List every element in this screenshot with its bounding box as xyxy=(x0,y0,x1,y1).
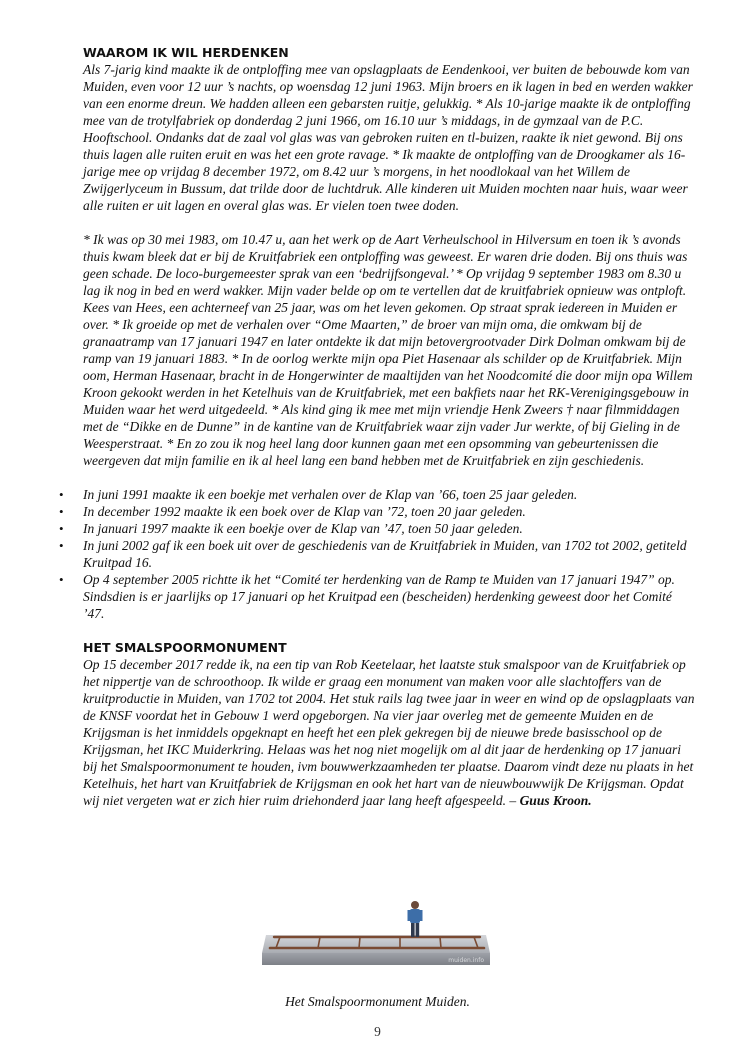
list-item: • In december 1992 maakte ik een boek over de Klap van ’72, toen 20 jaar geleden. xyxy=(83,503,695,520)
list-item: • In juni 1991 maakte ik een boekje met verhalen over de Klap van ’66, toen 25 jaar geleden. xyxy=(83,486,695,503)
photo-watermark: muiden.info xyxy=(448,957,484,964)
section-heading-herdenken: WAAROM IK WIL HERDENKEN xyxy=(83,45,289,60)
paragraph-monument-text: Op 15 december 2017 redde ik, na een tip van Rob Keetelaar, het laatste stuk smalspoor van de Kruitfabriek op het nippertje van de schroothoop. Ik wilde er graag een monument van maken voor alle slachtoffers van de kruitproductie in Muiden, van 1702 tot 2004. Het stuk rails lag twee jaar in weer en wind op de opslagplaats van de KNSF voordat het in Gebouw 1 werd opgeborgen. Na vier jaar overleg met de gemeente Muiden en de Krijgsman is het inmiddels opgeknapt en heeft het een plek gekregen bij de nieuwe brede basisschool op de Krijgsman, het IKC Muiderkring. Helaas was het nog niet mogelijk om al dit jaar de herdenking op 17 januari bij het Smalspoormonument te houden, ivm bouwwerkzaamheden ter plaatse. Daarom vindt deze nu plaats in het Ketelhuis, het hart van Kruitfabriek de Krijgsman en ook het hart van de nieuwbouwwijk De Krijgsman. Opdat wij niet vergeten wat er zich hier ruim driehonderd jaar lang heeft afgespeeld. – xyxy=(83,657,695,808)
figure-caption: Het Smalspoormonument Muiden. xyxy=(285,994,470,1009)
list-item: • In juni 2002 gaf ik een boek uit over de geschiedenis van de Kruitfabriek in Muiden, van 1702 tot 2002, getiteld Kruitpad 16. xyxy=(83,537,695,571)
article xyxy=(83,44,695,809)
page-number: 9 xyxy=(374,1024,381,1039)
section-heading-smalspoor: HET SMALSPOORMONUMENT xyxy=(83,640,287,655)
monument-photo xyxy=(260,895,492,973)
paragraph-childhood: Als 7-jarig kind maakte ik de ontploffing mee van opslagplaats de Eendenkooi, ver buiten de bebouwde kom van Muiden, even voor 12 uur ’s nachts, op woensdag 12 juni 1963. Mijn broers en ik lagen in bed en werden wakker van een enorme dreun. We hadden alleen een gebarsten ruitje, gelukkig. * Als 10-jarige maakte ik de ontploffing mee van de trotylfabriek op donderdag 2 juni 1966, om 16.10 uur ’s middags, in de gymzaal van de P.C. Hooftschool. Ondanks dat de zaal vol glas was van gebroken ruiten en tl-buizen, raakte ik niet gewond. Bij ons thuis lagen alle ruiten eruit en was het een grote ravage. * Ik maakte de ontploffing van de Droogkamer als 16-jarige mee op vrijdag 8 december 1972, om 8.42 uur ’s morgens, in het noodlokaal van het Willem de Zwijgerlyceum in Bussum, dat trilde door de luchtdruk. Alle kinderen uit Muiden mochten naar huis, waar weer alle ruiten er uit lagen en overal glas was. Er vielen toen twee doden. xyxy=(83,62,693,213)
person-figure xyxy=(408,901,423,937)
list-item: • In januari 1997 maakte ik een boekje over de Klap van ’47, toen 50 jaar geleden. xyxy=(83,520,695,537)
author-signature: Guus Kroon. xyxy=(519,793,592,808)
publications-list xyxy=(83,486,695,622)
paragraph-family: * Ik was op 30 mei 1983, om 10.47 u, aan het werk op de Aart Verheulschool in Hilversum en toen ik ’s avonds thuis kwam bleek dat er bij de Kruitfabriek een ontploffing was geweest. Er waren drie doden. Bij ons thuis was geen schade. De loco-burgemeester sprak van een ‘bedrijfsongeval.’ * Op vrijdag 9 september 1983 om 8.30 u lag ik nog in bed en werd wakker. Mijn vader belde op om te vertellen dat de kruitfabriek opnieuw was ontploft. Kees van Hees, een achterneef van 25 jaar, was om het leven gekomen. Op straat sprak iedereen in Muiden er over. * Ik groeide op met de verhalen over “Ome Maarten,” de broer van mijn oma, die omkwam bij de granaatramp van 17 januari 1947 en later ontdekte ik dat mijn betovergrootvader Dirk Dolman omkwam bij de ramp van 19 januari 1883. * In de oorlog werkte mijn opa Piet Hasenaar als schilder op de Kruitfabriek. Mijn oom, Herman Hasenaar, bracht in de Hongerwinter de maaltijden van het Noodcomité die door mijn opa Willem Kroon gekookt werden in het Ketelhuis van de Kruitfabriek, met een bakfiets naar het RK-Verenigingsgebouw in Muiden waar het werd uitgedeeld. * Als kind ging ik mee met mijn vriendje Henk Zweers † naar filmmiddagen met de “Dikke en de Dunne” in de kantine van de Kruitfabriek waar zijn vader Jur werkte, of bij Gieling in de Weesperstraat. * En zo zou ik nog heel lang door kunnen gaan met een opsomming van gebeurtenissen die weergeven dat mijn familie en ik al heel lang een band hebben met de Kruitfabriek en zijn geschiedenis. xyxy=(83,232,693,468)
paragraph-monument xyxy=(83,656,695,809)
list-item: • Op 4 september 2005 richtte ik het “Comité ter herdenking van de Ramp te Muiden van 17 januari 1947” op. Sindsdien is er jaarlijks op 17 januari op het Kruitpad een (bescheiden) herdenking geweest door het Comité ’47. xyxy=(83,571,695,622)
